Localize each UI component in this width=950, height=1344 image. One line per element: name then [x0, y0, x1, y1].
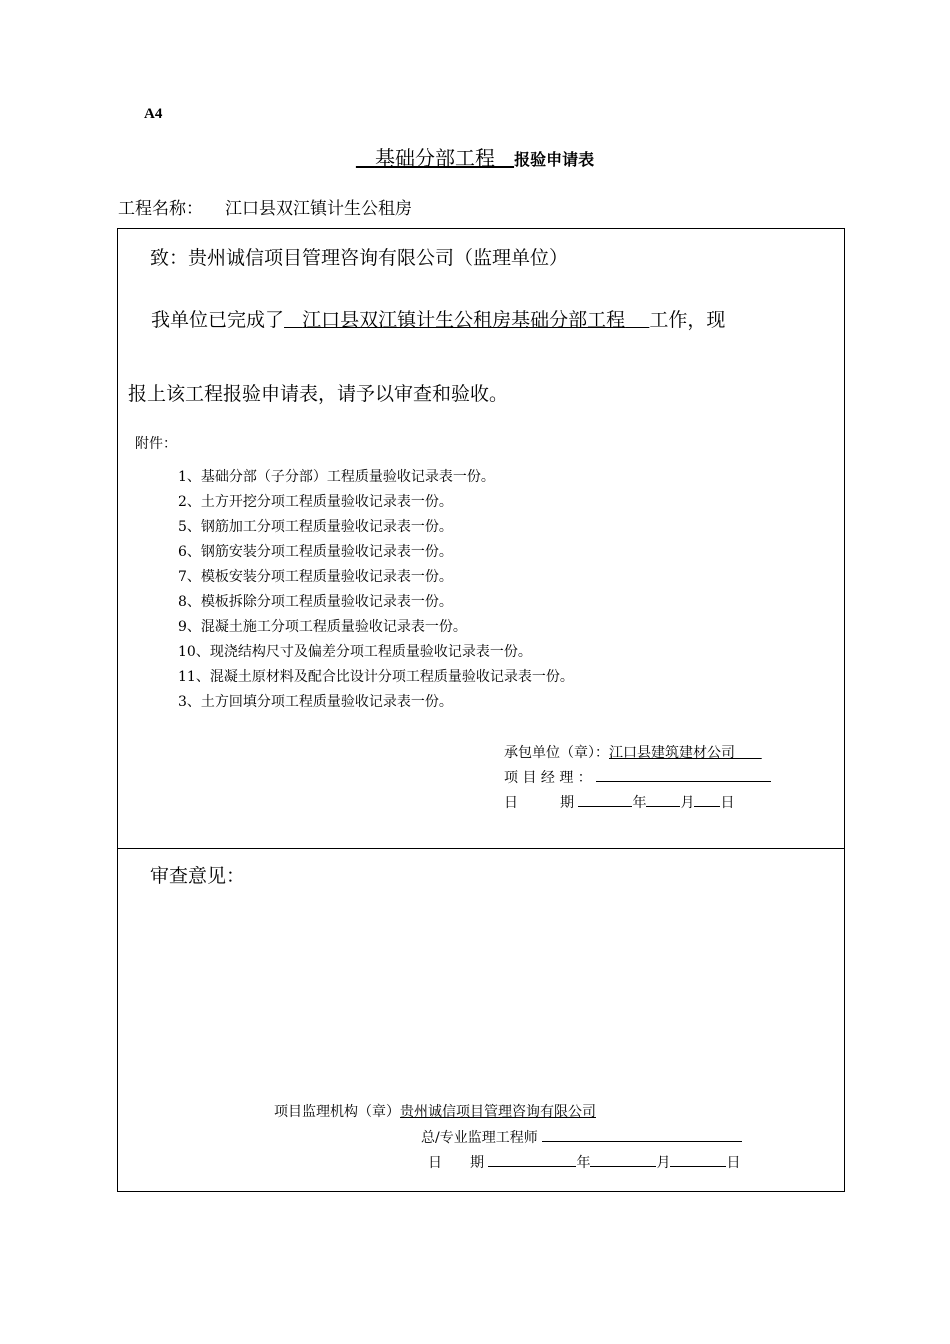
- project-manager-label: 项 目 经 理 ：: [504, 770, 592, 786]
- supervision-month-blank[interactable]: [590, 1152, 656, 1167]
- form-title: [0, 142, 950, 171]
- supervision-date-row: 日 期 年 月 日: [428, 1152, 740, 1172]
- contractor-day-blank[interactable]: [694, 792, 720, 807]
- contractor-date-row: 日 期 年 月 日: [504, 791, 771, 816]
- contractor-month-blank[interactable]: [646, 792, 680, 807]
- project-manager-signature-line[interactable]: [596, 767, 771, 782]
- list-item: 7、模板安装分项工程质量验收记录表一份。: [178, 569, 453, 585]
- contractor-date-label: 日 期: [504, 795, 574, 811]
- contractor-unit-label: 承包单位（章）：: [504, 745, 609, 761]
- supervision-engineer-row: [421, 1127, 742, 1147]
- attachments-list: [178, 465, 574, 715]
- supervision-org-label: 项目监理机构（章）: [274, 1104, 400, 1120]
- project-name-row: [118, 194, 412, 219]
- contractor-signature-block: [504, 741, 771, 816]
- supervision-engineer-signature-line[interactable]: [542, 1127, 742, 1142]
- list-item: 11、混凝土原材料及配合比设计分项工程质量验收记录表一份。: [178, 669, 574, 685]
- list-item: 1、基础分部（子分部）工程质量验收记录表一份。: [178, 469, 495, 485]
- supervision-year-blank[interactable]: [488, 1152, 576, 1167]
- body-prefix: 我单位已完成了: [151, 309, 285, 331]
- body-line-2: 报上该工程报验申请表，请予以审查和验收。: [128, 383, 509, 405]
- form-table: [117, 228, 845, 1192]
- supervision-org-row: [274, 1101, 596, 1121]
- document-code: A4: [144, 106, 163, 122]
- contractor-year-blank[interactable]: [578, 792, 632, 807]
- section-divider: [118, 848, 844, 849]
- title-project-part: 基础分部工程: [374, 146, 495, 170]
- body-line-1: [151, 305, 725, 332]
- list-item: 3、土方回填分项工程质量验收记录表一份。: [178, 694, 453, 710]
- body-suffix: 工作，现: [649, 309, 726, 331]
- contractor-unit-row: [504, 741, 771, 766]
- project-name-value: 江口县双江镇计生公租房: [225, 199, 412, 219]
- review-opinion-label: 审查意见：: [150, 865, 246, 887]
- supervision-engineer-label: 总/专业监理工程师: [421, 1130, 538, 1146]
- project-name-label: 工程名称：: [118, 199, 203, 219]
- list-item: 6、钢筋安装分项工程质量验收记录表一份。: [178, 544, 453, 560]
- addressee-line: 致：贵州诚信项目管理咨询有限公司（监理单位）: [150, 247, 569, 269]
- list-item: 5、钢筋加工分项工程质量验收记录表一份。: [178, 519, 453, 535]
- list-item: 9、混凝土施工分项工程质量验收记录表一份。: [178, 619, 467, 635]
- contractor-unit-name: 江口县建筑建材公司: [609, 745, 735, 761]
- supervision-org-name: 贵州诚信项目管理咨询有限公司: [400, 1104, 596, 1120]
- attachments-label: 附件：: [135, 436, 177, 452]
- title-suffix: 报验申请表: [514, 150, 595, 169]
- body-work-name: 江口县双江镇计生公租房基础分部工程: [302, 309, 626, 331]
- list-item: 2、土方开挖分项工程质量验收记录表一份。: [178, 494, 453, 510]
- list-item: 8、模板拆除分项工程质量验收记录表一份。: [178, 594, 453, 610]
- supervision-date-label: 日 期: [428, 1155, 484, 1171]
- list-item: 10、现浇结构尺寸及偏差分项工程质量验收记录表一份。: [178, 644, 532, 660]
- project-manager-row: [504, 766, 771, 791]
- supervision-day-blank[interactable]: [670, 1152, 726, 1167]
